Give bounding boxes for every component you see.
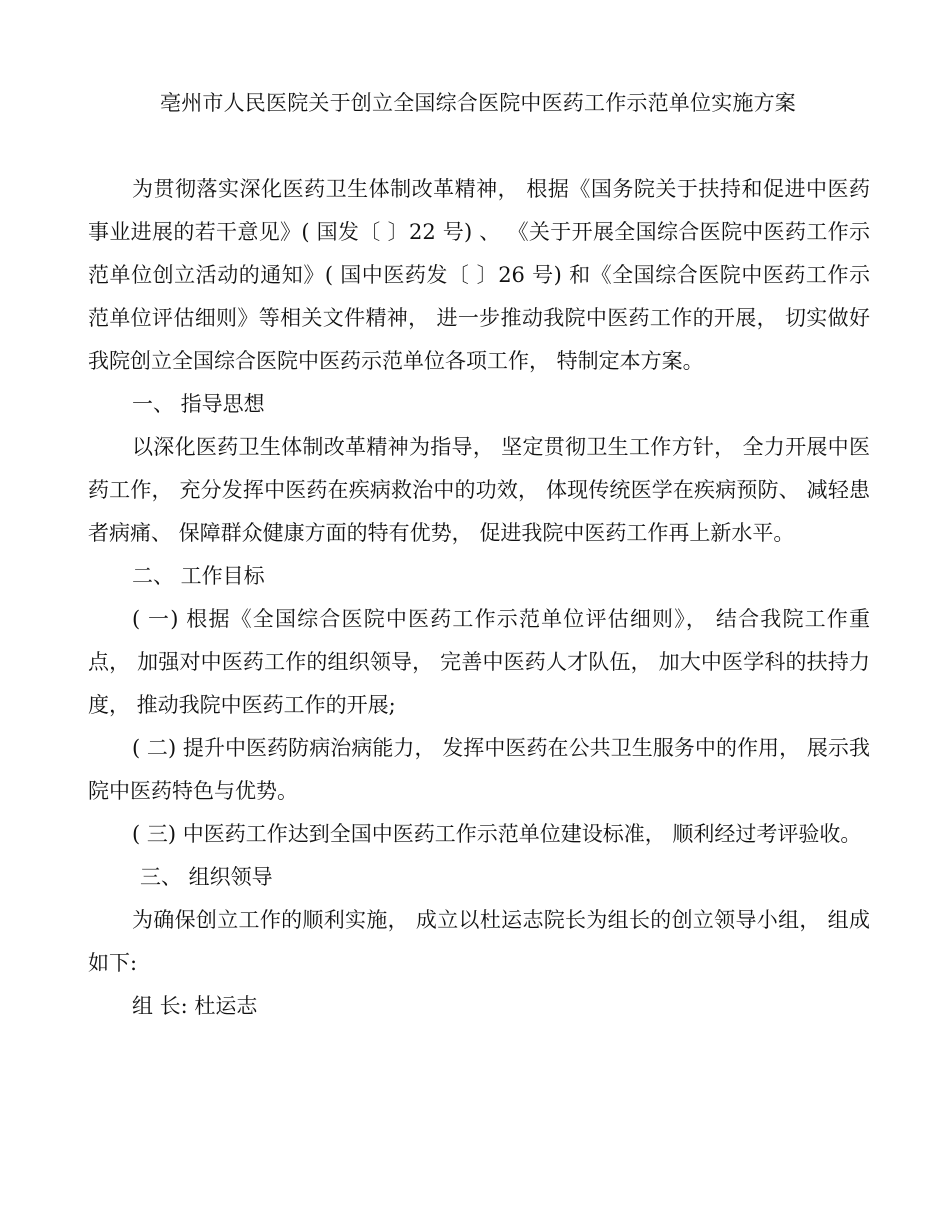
intro-paragraph: 为贯彻落实深化医药卫生体制改革精神， 根据《国务院关于扶持和促进中医药事业进展的若干意见》( 国发〔 〕22 号) 、 《关于开展全国综合医院中医药工作示范单位创立活动的通知》( 国中医药发〔 〕26 号) 和《全国综合医院中医药工作示范单位评估细则》等相关文件精神， 进一步推动我院中医药工作的开展， 切实做好我院创立全国综合医院中医药示范单位各项工作， 特制定本方案。 xyxy=(88,177,870,373)
group-leader-line: 组 长: 杜运志 xyxy=(132,994,258,1018)
section-heading-guiding-ideology: 一、 指导思想 xyxy=(132,392,265,416)
work-goal-item-3: ( 三) 中医药工作达到全国中医药工作示范单位建设标准， 顺利经过考评验收。 xyxy=(132,822,862,846)
document-title: 亳州市人民医院关于创立全国综合医院中医药工作示范单位实施方案 xyxy=(160,91,796,115)
document-body xyxy=(88,168,870,1028)
section-heading-work-goals: 二、 工作目标 xyxy=(132,564,265,588)
work-goal-item-2: ( 二) 提升中医药防病治病能力， 发挥中医药在公共卫生服务中的作用， 展示我院中医药特色与优势。 xyxy=(88,736,870,803)
organization-paragraph: 为确保创立工作的顺利实施， 成立以杜运志院长为组长的创立领导小组， 组成如下: xyxy=(88,908,870,975)
work-goal-item-1: ( 一) 根据《全国综合医院中医药工作示范单位评估细则》， 结合我院工作重点， 加强对中医药工作的组织领导， 完善中医药人才队伍， 加大中医学科的扶持力度， 推动我院中医药工作的开展; xyxy=(88,607,870,717)
section-heading-organization: 三、 组织领导 xyxy=(140,865,273,889)
guiding-ideology-paragraph: 以深化医药卫生体制改革精神为指导， 坚定贯彻卫生工作方针， 全力开展中医药工作， 充分发挥中医药在疾病救治中的功效， 体现传统医学在疾病预防、 减轻患者病痛、 保障群众健康方面的特有优势， 促进我院中医药工作再上新水平。 xyxy=(88,435,870,545)
